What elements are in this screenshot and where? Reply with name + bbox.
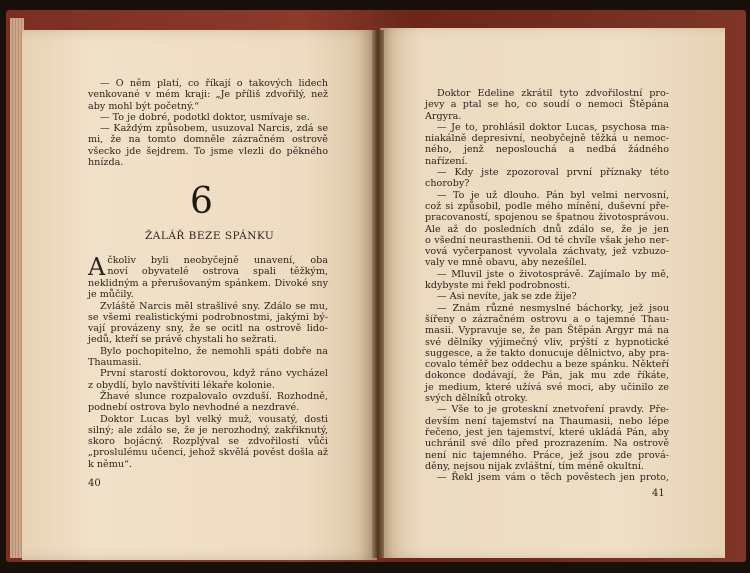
text-line: pracovaností, spojenou se špatnou životosprávou. [425,212,669,224]
text-line: choroby? [425,178,470,190]
text-line: uchránil své dílo před prozrazením. Na ostrově [425,438,669,450]
text-line: Ale až do posledních dnů zdálo se, že je jen [425,223,669,235]
text-line: aby mohl být početný.“ [88,100,200,112]
right-page-text [425,88,669,483]
text-line: skoro bojácný. Rozplýval se zdvořilostí vůči [88,436,328,448]
text-line: o všední neurasthenii. Od té chvíle však jeho ner- [425,234,669,246]
text-line: noví obyvatelé ostrova spali těžkým, [107,266,328,278]
text-line: všecko jde šejdrem. To jsme vlezli do pěkného [88,145,328,157]
text-line: svých dělníků otroky. [425,393,528,405]
text-line: První starostí doktorovou, když ráno vycházel [100,368,328,380]
text-line: suggesce, a že takto donucuje dělnictvo, aby pra- [425,347,669,359]
text-line: devším není tajemství na Thaumasii, nebo lépe [425,415,669,427]
drop-cap: A [88,253,106,281]
page-number-left: 40 [88,478,101,489]
text-line: hnízda. [88,157,124,169]
text-line: šířeny o zázračném ostrovu a o tajemné Thau- [425,313,669,325]
text-line: což si způsobil, podle mého mínění, duševní pře- [425,200,669,212]
text-line: je můčily. [88,289,134,301]
text-line: valy ve mně obavu, aby nezešílel. [425,257,587,269]
text-line: venkované v mém kraji: „Je příliš zdvořilý, než [88,89,328,101]
text-line: — Asi nevíte, jak se zde žije? [437,291,577,303]
text-line: — O něm platí, co říkají o takových lidech [100,78,328,89]
book-spine-gutter [372,30,384,558]
text-line: jevy a ptal se ho, co soudí o nemoci Štěpána [425,99,669,111]
text-line: dokonce dodávají, že Pán, jak mu zde říkáte, [425,370,669,382]
page-number-right: 41 [652,488,665,499]
text-line: — Řekl jsem vám o těch pověstech jen proto, [437,472,669,484]
text-line: — Znám různé nesmyslné báchorky, jež jsou [437,302,669,314]
text-line: čkoliv byli neobyčejně unavení, oba [107,255,328,266]
text-line: Žhavé slunce rozpalovalo ovzduší. Rozhodně, [100,390,328,402]
text-line: k němu“. [88,458,132,470]
text-line: své dělníky výjimečný vliv, prýští z hypnotické [425,336,669,348]
left-page-top-text [88,78,328,168]
text-line: silný; ale zdálo se, že je nerozhodný, zakřiknutý, [88,424,328,436]
text-line: neklidným a přerušovaným spánkem. Divoké sny [88,278,328,289]
text-line: — To je dobré, podotkl doktor, usmívaje se. [100,111,310,123]
text-line: covalo téměř bez oddechu a beze spánku. Někteří [425,359,669,371]
text-line: ného, jenž neposlouchá a nedbá žádného nařízení. [425,144,669,167]
text-line: — Mluvil jste o životosprávě. Zajímalo by mě, [437,268,669,280]
text-line: Bylo pochopitelno, že nemohli spáti dobře na [100,345,328,357]
text-line: — Vše to je groteskní znetvoření pravdy. Pře- [437,404,669,416]
text-line: niakálně depresivní, neobyčejně těžká u nemoc- [425,133,669,145]
text-line: masii. Vypravuje se, že pan Štěpán Argyr má na [425,325,669,337]
text-line: — Každým způsobem, usuzoval Narcis, zdá se [100,123,328,135]
text-line: se všemi realistickými podrobnostmi, jakými bý- [88,311,328,323]
text-line: mi, že na tomto domněle zázračném ostrově [88,134,328,146]
text-line: děny, nejsou nijak zvláštní, tím méně okultní. [425,460,644,472]
text-line: Argyra. [425,110,462,122]
text-line: — To je už dlouho. Pán byl velmi nervosní, [437,189,669,201]
text-line: není nic tajemného. Práce, jež jsou zde prová- [425,449,669,461]
text-line: Thaumasii. [88,357,142,369]
text-line: řečeno, jest jen tajemství, které ukládá Pán, aby [425,426,669,438]
text-line: z obydlí, bylo navštíviti lékaře kolonie. [88,379,275,391]
text-line: jedů, kteří se právě chystali ho sežrati. [88,334,277,346]
text-line: — Kdy jste zpozoroval první příznaky této [437,167,669,179]
text-line: Doktor Lucas byl velký muž, vousatý, dosti [100,413,328,425]
text-line: kdybyste mi řekl podrobnosti. [425,280,571,292]
chapter-number: 6 [190,181,213,222]
text-line: vová vyčerpanost vyvolala záchvaty, jež vzbuzo- [425,246,669,258]
text-line: vají provázeny sny, že se ocitl na ostrově lido- [88,323,328,335]
text-line: podnebí ostrova bylo nevhodné a nezdravé. [88,402,300,414]
text-line: Zvláště Narcis měl strašlivé sny. Zdálo se mu, [100,300,328,312]
chapter-title: ŽALÁŘ BEZE SPÁNKU [145,230,275,242]
text-line: je medium, které užívá své moci, aby učinilo ze [425,381,669,393]
left-page-body-text [88,255,328,470]
text-line: Doktor Edeline zkrátil tyto zdvořilostní pro- [437,88,669,99]
text-line: „proslulému učenci, jehož skvělá pověst došla až [88,447,328,459]
text-line: — Je to, prohlásil doktor Lucas, psychosa ma- [437,121,669,133]
